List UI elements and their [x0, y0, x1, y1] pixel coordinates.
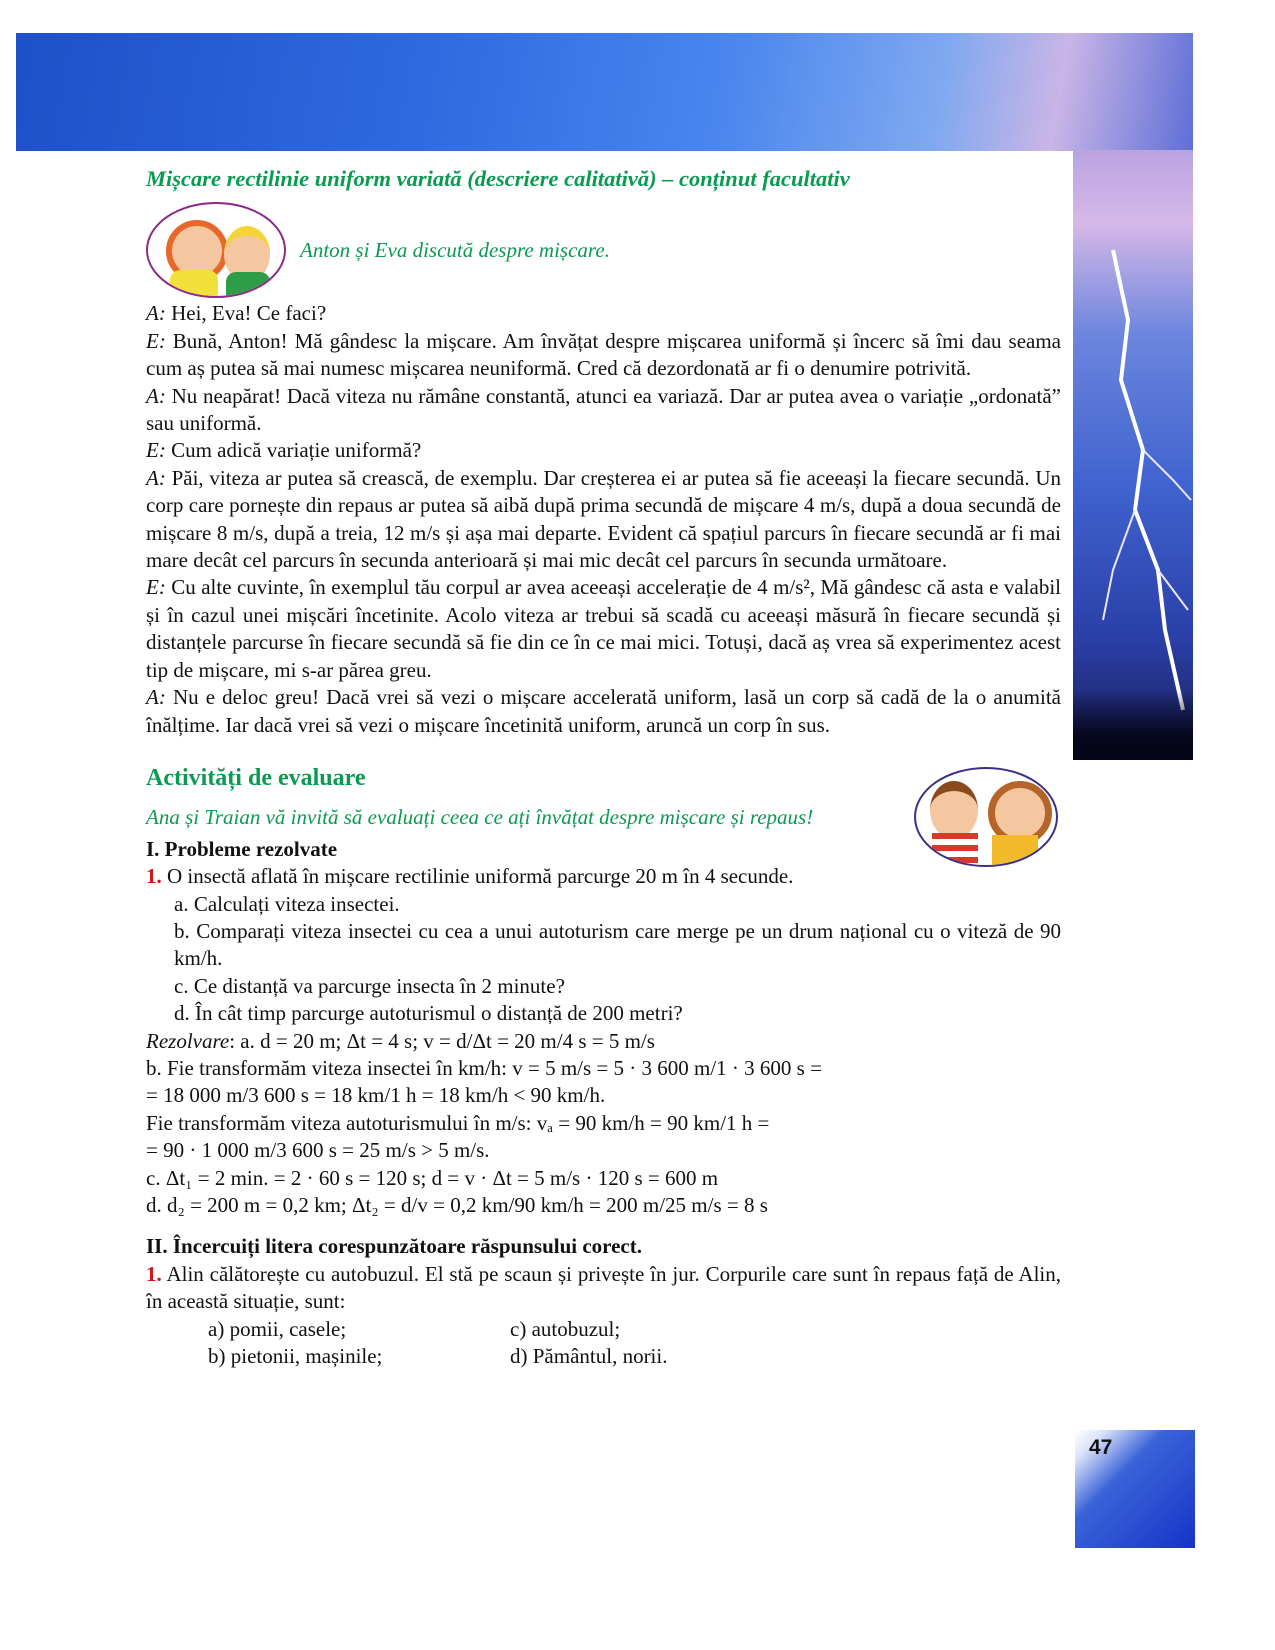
option-d[interactable]: d) Pământul, norii.: [510, 1344, 668, 1369]
speaker: E:: [146, 438, 166, 463]
solution-line: c. Δt₁ = 2 min. = 2 · 60 s = 120 s; d = v · Δt = 5 m/s · 120 s = 600 m: [146, 1165, 719, 1190]
lightning-bolt-icon: [1073, 150, 1193, 760]
problem-item: a. Calculați viteza insectei.: [174, 891, 400, 916]
question-text: Alin călătorește cu autobuzul. El stă pe scaun și privește în jur. Corpurile care sunt în repaus față de Alin, în această situație, sunt:: [146, 1261, 1061, 1314]
page-content: [146, 165, 1061, 1370]
speaker: A:: [146, 383, 166, 408]
line-text: Hei, Eva! Ce faci?: [165, 301, 327, 326]
problem-item: c. Ce distanță va parcurge insecta în 2 minute?: [174, 973, 565, 998]
dialogue-line: [146, 300, 1061, 327]
line-text: Cum adică variație uniformă?: [165, 438, 422, 463]
evaluation-heading: Activități de evaluare: [146, 764, 366, 791]
solution-line: d. d₂ = 200 m = 0,2 km; Δt₂ = d/v = 0,2 km/90 km/h = 200 m/25 m/s = 8 s: [146, 1193, 768, 1217]
solution-text: : a. d = 20 m; Δt = 4 s; v = d/Δt = 20 m/4 s = 5 m/s: [229, 1028, 655, 1053]
speaker: A:: [146, 685, 166, 710]
solution-line: [146, 1028, 1061, 1055]
problem-text: O insectă aflată în mișcare rectilinie uniformă parcurge 20 m în 4 secunde.: [161, 864, 794, 889]
page-number-box: [1075, 1430, 1195, 1548]
dialogue-line: [146, 465, 1061, 575]
line-text: Bună, Anton! Mă gândesc la mișcare. Am învățat despre mișcarea uniformă și încerc să îmi dau seama cum aș putea să mai numesc mișcarea neuniformă. Cred că dezordonată ar fi o denumire potrivită.: [146, 328, 1061, 381]
dialogue-line: [146, 574, 1061, 684]
speaker: A:: [146, 465, 166, 490]
dialogue-line: [146, 328, 1061, 383]
dialogue-line: [146, 383, 1061, 438]
speaker: A:: [146, 301, 166, 326]
section-title: Mișcare rectilinie uniform variată (descriere calitativă) – conținut facultativ: [146, 166, 850, 191]
problem-item: d. În cât timp parcurge autoturismul o distanță de 200 metri?: [174, 1001, 683, 1026]
option-a[interactable]: a) pomii, casele;: [208, 1316, 347, 1341]
evaluation-invite: Ana și Traian vă invită să evaluați ceea ce ați învățat despre mișcare și repaus!: [146, 805, 814, 830]
header-banner: [16, 33, 1193, 151]
line-text: Nu neapărat! Dacă viteza nu rămâne constantă, atunci ea variază. Dar ar putea avea o variație „ordonată” sau uniformă.: [146, 383, 1061, 436]
speaker: E:: [146, 575, 166, 600]
ana-traian-illustration: [914, 767, 1058, 867]
question-number: 1.: [146, 1261, 162, 1286]
intro-text: Anton și Eva discută despre mișcare.: [300, 237, 610, 262]
option-c[interactable]: c) autobuzul;: [510, 1316, 621, 1341]
option-b[interactable]: b) pietonii, mașinile;: [208, 1344, 383, 1369]
question-1: [146, 1261, 1061, 1316]
line-text: Cu alte cuvinte, în exemplul tău corpul ar avea aceeași accelerație de 4 m/s², Mă gândesc că asta e valabil și în cazul unei mișcări încetinite. Acolo viteza ar trebui să scadă cu aceeași măsură în fiecare secundă și distanțele parcurse în fiecare secundă să fie din ce în ce mai mici. Totuși, dacă aș vrea să experimentez acest tip de mișcare, mi s-ar părea greu.: [146, 575, 1061, 682]
part2-title: II. Încercuiți litera corespunzătoare răspunsului corect.: [146, 1234, 642, 1259]
problem-1: [146, 863, 1061, 890]
answer-options: [146, 1316, 1061, 1371]
solution-label: Rezolvare: [146, 1028, 230, 1053]
page-number: 47: [1089, 1436, 1113, 1459]
lightning-image: [1073, 150, 1193, 760]
line-text: Nu e deloc greu! Dacă vrei să vezi o mișcare accelerată uniform, lasă un corp să cadă de la o anumită înălțime. Iar dacă vrei să vezi o mișcare încetinită uniform, aruncă un corp în sus.: [146, 685, 1061, 737]
solution-line: b. Fie transformăm viteza insectei în km/h: v = 5 m/s = 5 · 3 600 m/1 · 3 600 s =: [146, 1055, 822, 1080]
solution-line: Fie transformăm viteza autoturismului în m/s: vₐ = 90 km/h = 90 km/1 h =: [146, 1110, 770, 1135]
solution-line: = 18 000 m/3 600 s = 18 km/1 h = 18 km/h < 90 km/h.: [146, 1083, 606, 1108]
dialogue: [146, 300, 1061, 739]
dialogue-line: [146, 684, 1061, 739]
problem-number: 1.: [146, 864, 162, 889]
intro-row: [146, 202, 1061, 298]
evaluation-section: [146, 765, 1061, 1371]
line-text: Păi, viteza ar putea să crească, de exemplu. Dar creșterea ei ar putea să fie aceeași la fiecare secundă. Un corp care pornește din repaus ar putea să aibă după prima secundă de mișcare 4 m/s, după a doua secundă de mișcare 8 m/s, după a treia, 12 m/s și așa mai departe. Evident că spațiul parcurs în fiecare secundă ar fi mai mare decât cel parcurs în secunda anterioară și mai mic decât cel parcurs în secunda următoare.: [146, 465, 1061, 573]
part1-title: I. Probleme rezolvate: [146, 836, 338, 861]
problem-item: b. Comparați viteza insectei cu cea a unui autoturism care merge pe un drum național cu o viteză de 90 km/h.: [174, 918, 1061, 971]
dialogue-line: [146, 437, 1061, 464]
speaker: E:: [146, 328, 166, 353]
solution-line: = 90 · 1 000 m/3 600 s = 25 m/s > 5 m/s.: [146, 1138, 490, 1163]
anton-eva-illustration: [146, 202, 286, 298]
